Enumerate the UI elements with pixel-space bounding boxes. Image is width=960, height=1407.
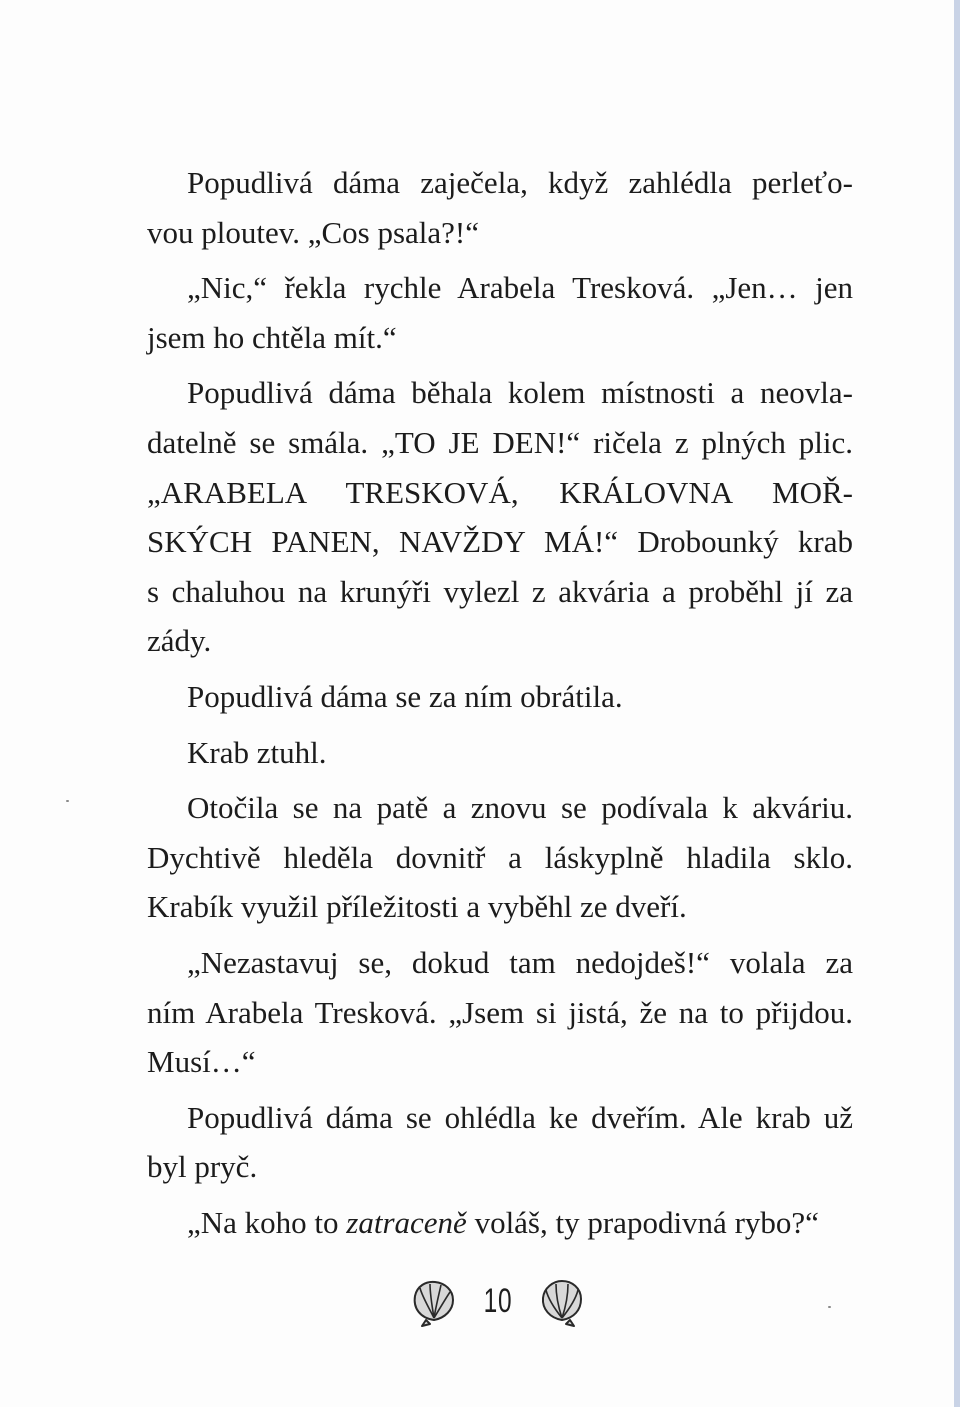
page-footer xyxy=(408,1272,588,1334)
text-line: byl pryč. xyxy=(147,1149,258,1185)
text-line: Dychtivě hleděla dovnitř a láskyplně hladila sklo. xyxy=(147,839,853,875)
italic-word: zatraceně xyxy=(346,1204,467,1240)
scallop-shell-icon xyxy=(536,1276,588,1328)
scallop-shell-icon xyxy=(408,1276,460,1328)
page-edge xyxy=(954,0,960,1407)
text-line: vou ploutev. „Cos psala?!“ xyxy=(147,214,480,250)
text-line: „Nezastavuj se, dokud tam nedojdeš!“ volala za xyxy=(187,944,853,980)
text-line: Krabík využil příležitosti a vyběhl ze dveří. xyxy=(147,889,687,925)
text-line: Popudlivá dáma se za ním obrátila. xyxy=(187,678,623,714)
print-speck xyxy=(828,1306,831,1308)
text-line: ním Arabela Tresková. „Jsem si jistá, že na to přijdou. xyxy=(147,994,853,1030)
text-line: Popudlivá dáma zaječela, když zahlédla perleťo- xyxy=(187,165,853,200)
page-number: 10 xyxy=(483,1282,513,1320)
text-line: SKÝCH PANEN, NAVŽDY MÁ!“ Drobounký krab xyxy=(147,524,853,560)
text-line xyxy=(147,1198,853,1248)
text-line: Popudlivá dáma se ohlédla ke dveřím. Ale krab už xyxy=(187,1099,853,1135)
body-text xyxy=(147,158,853,1247)
print-speck xyxy=(66,800,69,802)
text-line: zády. xyxy=(147,623,212,659)
text-line: Krab ztuhl. xyxy=(187,734,327,770)
text-line: Popudlivá dáma běhala kolem místnosti a neovla- xyxy=(187,375,853,411)
text-line: Otočila se na patě a znovu se podívala k akváriu. xyxy=(187,790,853,826)
text-line: „ARABELA TRESKOVÁ, KRÁLOVNA MOŘ- xyxy=(147,474,853,510)
text-line: „Nic,“ řekla rychle Arabela Tresková. „Jen… jen xyxy=(187,270,853,306)
text-run: „Na koho to xyxy=(187,1204,347,1240)
text-line: jsem ho chtěla mít.“ xyxy=(147,319,397,355)
text-line: s chaluhou na krunýři vylezl z akvária a proběhl jí za xyxy=(147,573,853,609)
text-run: voláš, ty prapodivná rybo?“ xyxy=(466,1204,819,1240)
text-line: Musí…“ xyxy=(147,1044,256,1080)
text-line: datelně se smála. „TO JE DEN!“ ričela z plných plic. xyxy=(147,424,853,460)
